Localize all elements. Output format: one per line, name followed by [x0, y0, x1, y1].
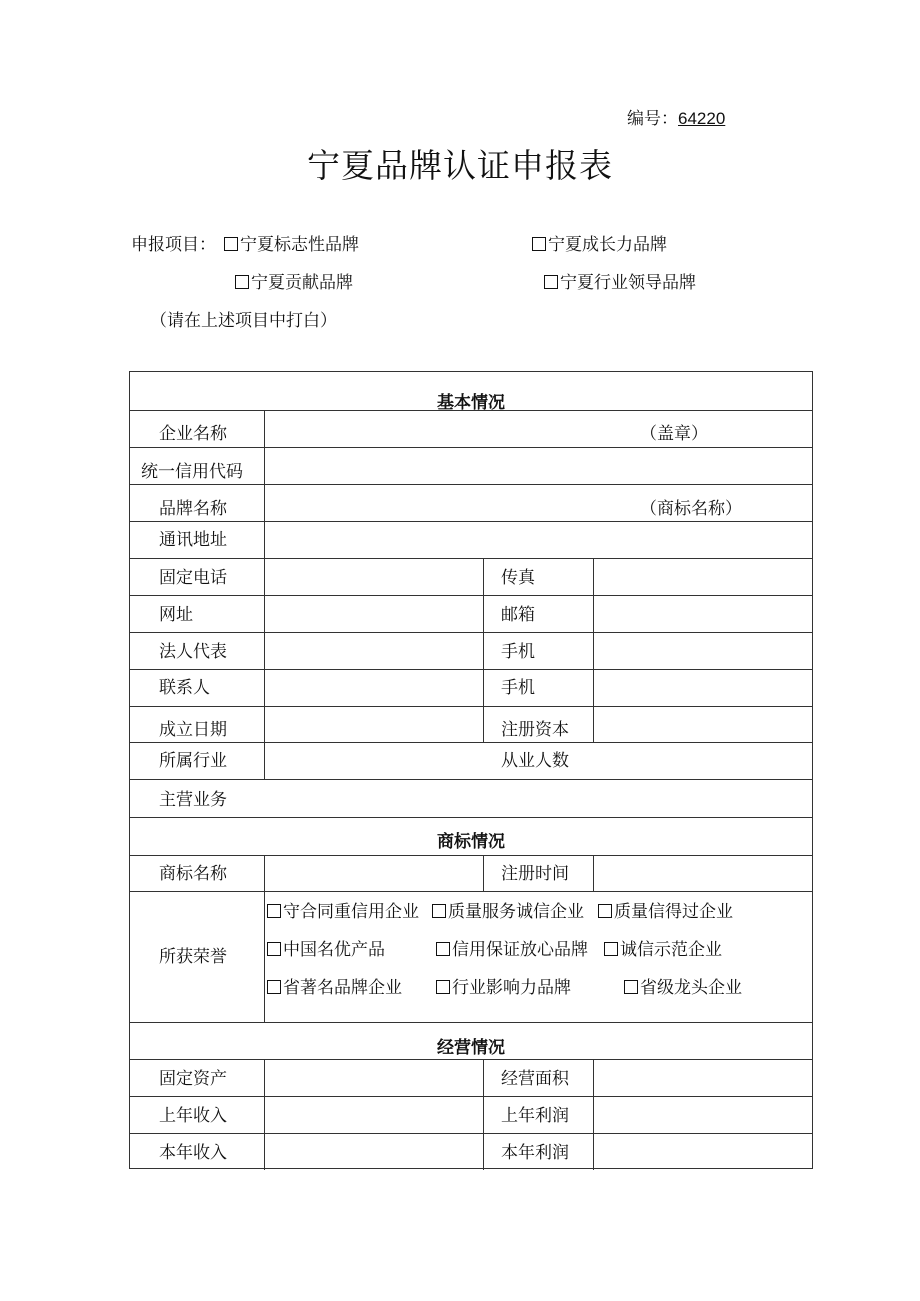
label-this-year-income: 本年收入	[159, 1143, 227, 1163]
label-employees: 从业人数	[501, 751, 569, 771]
checkbox-icon[interactable]	[235, 275, 249, 289]
mobile-contact-input[interactable]	[594, 669, 813, 706]
business-area-input[interactable]	[594, 1059, 813, 1096]
label-website: 网址	[159, 605, 193, 625]
label-honors: 所获荣誉	[159, 947, 227, 967]
label-email: 邮箱	[501, 605, 535, 625]
company-name-input[interactable]	[265, 410, 813, 447]
checkbox-icon[interactable]	[267, 980, 281, 994]
label-registered-capital: 注册资本	[501, 720, 569, 740]
label-trademark-name: 商标名称	[159, 864, 227, 884]
last-year-income-input[interactable]	[265, 1096, 483, 1133]
label-business-area: 经营面积	[501, 1069, 569, 1089]
section-operation: 经营情况	[437, 1038, 505, 1058]
checkbox-icon[interactable]	[267, 904, 281, 918]
label-mobile-legal: 手机	[501, 642, 535, 662]
note-seal: （盖章）	[640, 424, 708, 444]
honor-provincial-famous-brand[interactable]: 省著名品牌企业	[267, 978, 402, 998]
label-main-business: 主营业务	[159, 790, 227, 810]
checkbox-icon[interactable]	[436, 980, 450, 994]
note-trademark-name: （商标名称）	[640, 499, 742, 519]
trademark-name-input[interactable]	[265, 855, 483, 891]
honor-quality-service[interactable]: 质量服务诚信企业	[432, 902, 584, 922]
this-year-income-input[interactable]	[265, 1133, 483, 1169]
label-this-year-profit: 本年利润	[501, 1143, 569, 1163]
option-symbolic-brand[interactable]: 宁夏标志性品牌	[224, 230, 359, 255]
label-credit-code: 统一信用代码	[141, 462, 243, 482]
industry-input[interactable]	[265, 742, 483, 779]
label-registration-time: 注册时间	[501, 864, 569, 884]
fax-input[interactable]	[594, 558, 813, 595]
founded-date-input[interactable]	[265, 706, 483, 742]
application-form	[129, 371, 813, 1169]
main-business-input[interactable]	[265, 779, 813, 817]
checkbox-icon[interactable]	[598, 904, 612, 918]
serial-label: 编号：	[627, 109, 678, 129]
label-contact: 联系人	[159, 678, 210, 698]
application-label: 申报项目：	[131, 235, 216, 255]
employees-input[interactable]	[594, 742, 813, 779]
checkbox-icon[interactable]	[604, 942, 618, 956]
option-contribution-brand[interactable]: 宁夏贡献品牌	[235, 268, 353, 293]
label-founded-date: 成立日期	[159, 720, 227, 740]
checkbox-icon[interactable]	[544, 275, 558, 289]
this-year-profit-input[interactable]	[594, 1133, 813, 1169]
honor-china-famous-product[interactable]: 中国名优产品	[267, 940, 385, 960]
serial-number	[627, 104, 725, 129]
honor-provincial-leader[interactable]: 省级龙头企业	[624, 978, 742, 998]
label-legal-rep: 法人代表	[159, 642, 227, 662]
registration-time-input[interactable]	[594, 855, 813, 891]
label-fax: 传真	[501, 568, 535, 588]
section-trademark: 商标情况	[437, 832, 505, 852]
website-input[interactable]	[265, 595, 483, 632]
label-company-name: 企业名称	[159, 424, 227, 444]
label-address: 通讯地址	[159, 530, 227, 550]
label-last-year-income: 上年收入	[159, 1106, 227, 1126]
phone-input[interactable]	[265, 558, 483, 595]
label-industry: 所属行业	[159, 751, 227, 771]
honor-industry-influence[interactable]: 行业影响力品牌	[436, 978, 571, 998]
legal-rep-input[interactable]	[265, 632, 483, 669]
option-growth-brand[interactable]: 宁夏成长力品牌	[532, 230, 667, 255]
application-note: （请在上述项目中打白）	[150, 311, 337, 331]
label-mobile-contact: 手机	[501, 678, 535, 698]
checkbox-icon[interactable]	[267, 942, 281, 956]
contact-input[interactable]	[265, 669, 483, 706]
checkbox-icon[interactable]	[624, 980, 638, 994]
checkbox-icon[interactable]	[436, 942, 450, 956]
honor-contract-credit[interactable]: 守合同重信用企业	[267, 902, 419, 922]
page-title: 宁夏品牌认证申报表	[307, 146, 613, 185]
checkbox-icon[interactable]	[532, 237, 546, 251]
label-last-year-profit: 上年利润	[501, 1106, 569, 1126]
last-year-profit-input[interactable]	[594, 1096, 813, 1133]
email-input[interactable]	[594, 595, 813, 632]
credit-code-input[interactable]	[265, 447, 813, 484]
honor-credit-guarantee[interactable]: 信用保证放心品牌	[436, 940, 588, 960]
label-phone: 固定电话	[159, 568, 227, 588]
label-fixed-assets: 固定资产	[159, 1069, 227, 1089]
address-input[interactable]	[265, 521, 813, 558]
serial-value: 64220	[678, 109, 726, 128]
checkbox-icon[interactable]	[432, 904, 446, 918]
section-basic-info: 基本情况	[437, 393, 505, 413]
mobile-legal-input[interactable]	[594, 632, 813, 669]
registered-capital-input[interactable]	[594, 706, 813, 742]
honor-integrity-model[interactable]: 诚信示范企业	[604, 940, 722, 960]
checkbox-icon[interactable]	[224, 237, 238, 251]
label-brand-name: 品牌名称	[159, 499, 227, 519]
fixed-assets-input[interactable]	[265, 1059, 483, 1096]
honor-quality-trust[interactable]: 质量信得过企业	[598, 902, 733, 922]
option-industry-leader-brand[interactable]: 宁夏行业领导品牌	[544, 268, 696, 293]
